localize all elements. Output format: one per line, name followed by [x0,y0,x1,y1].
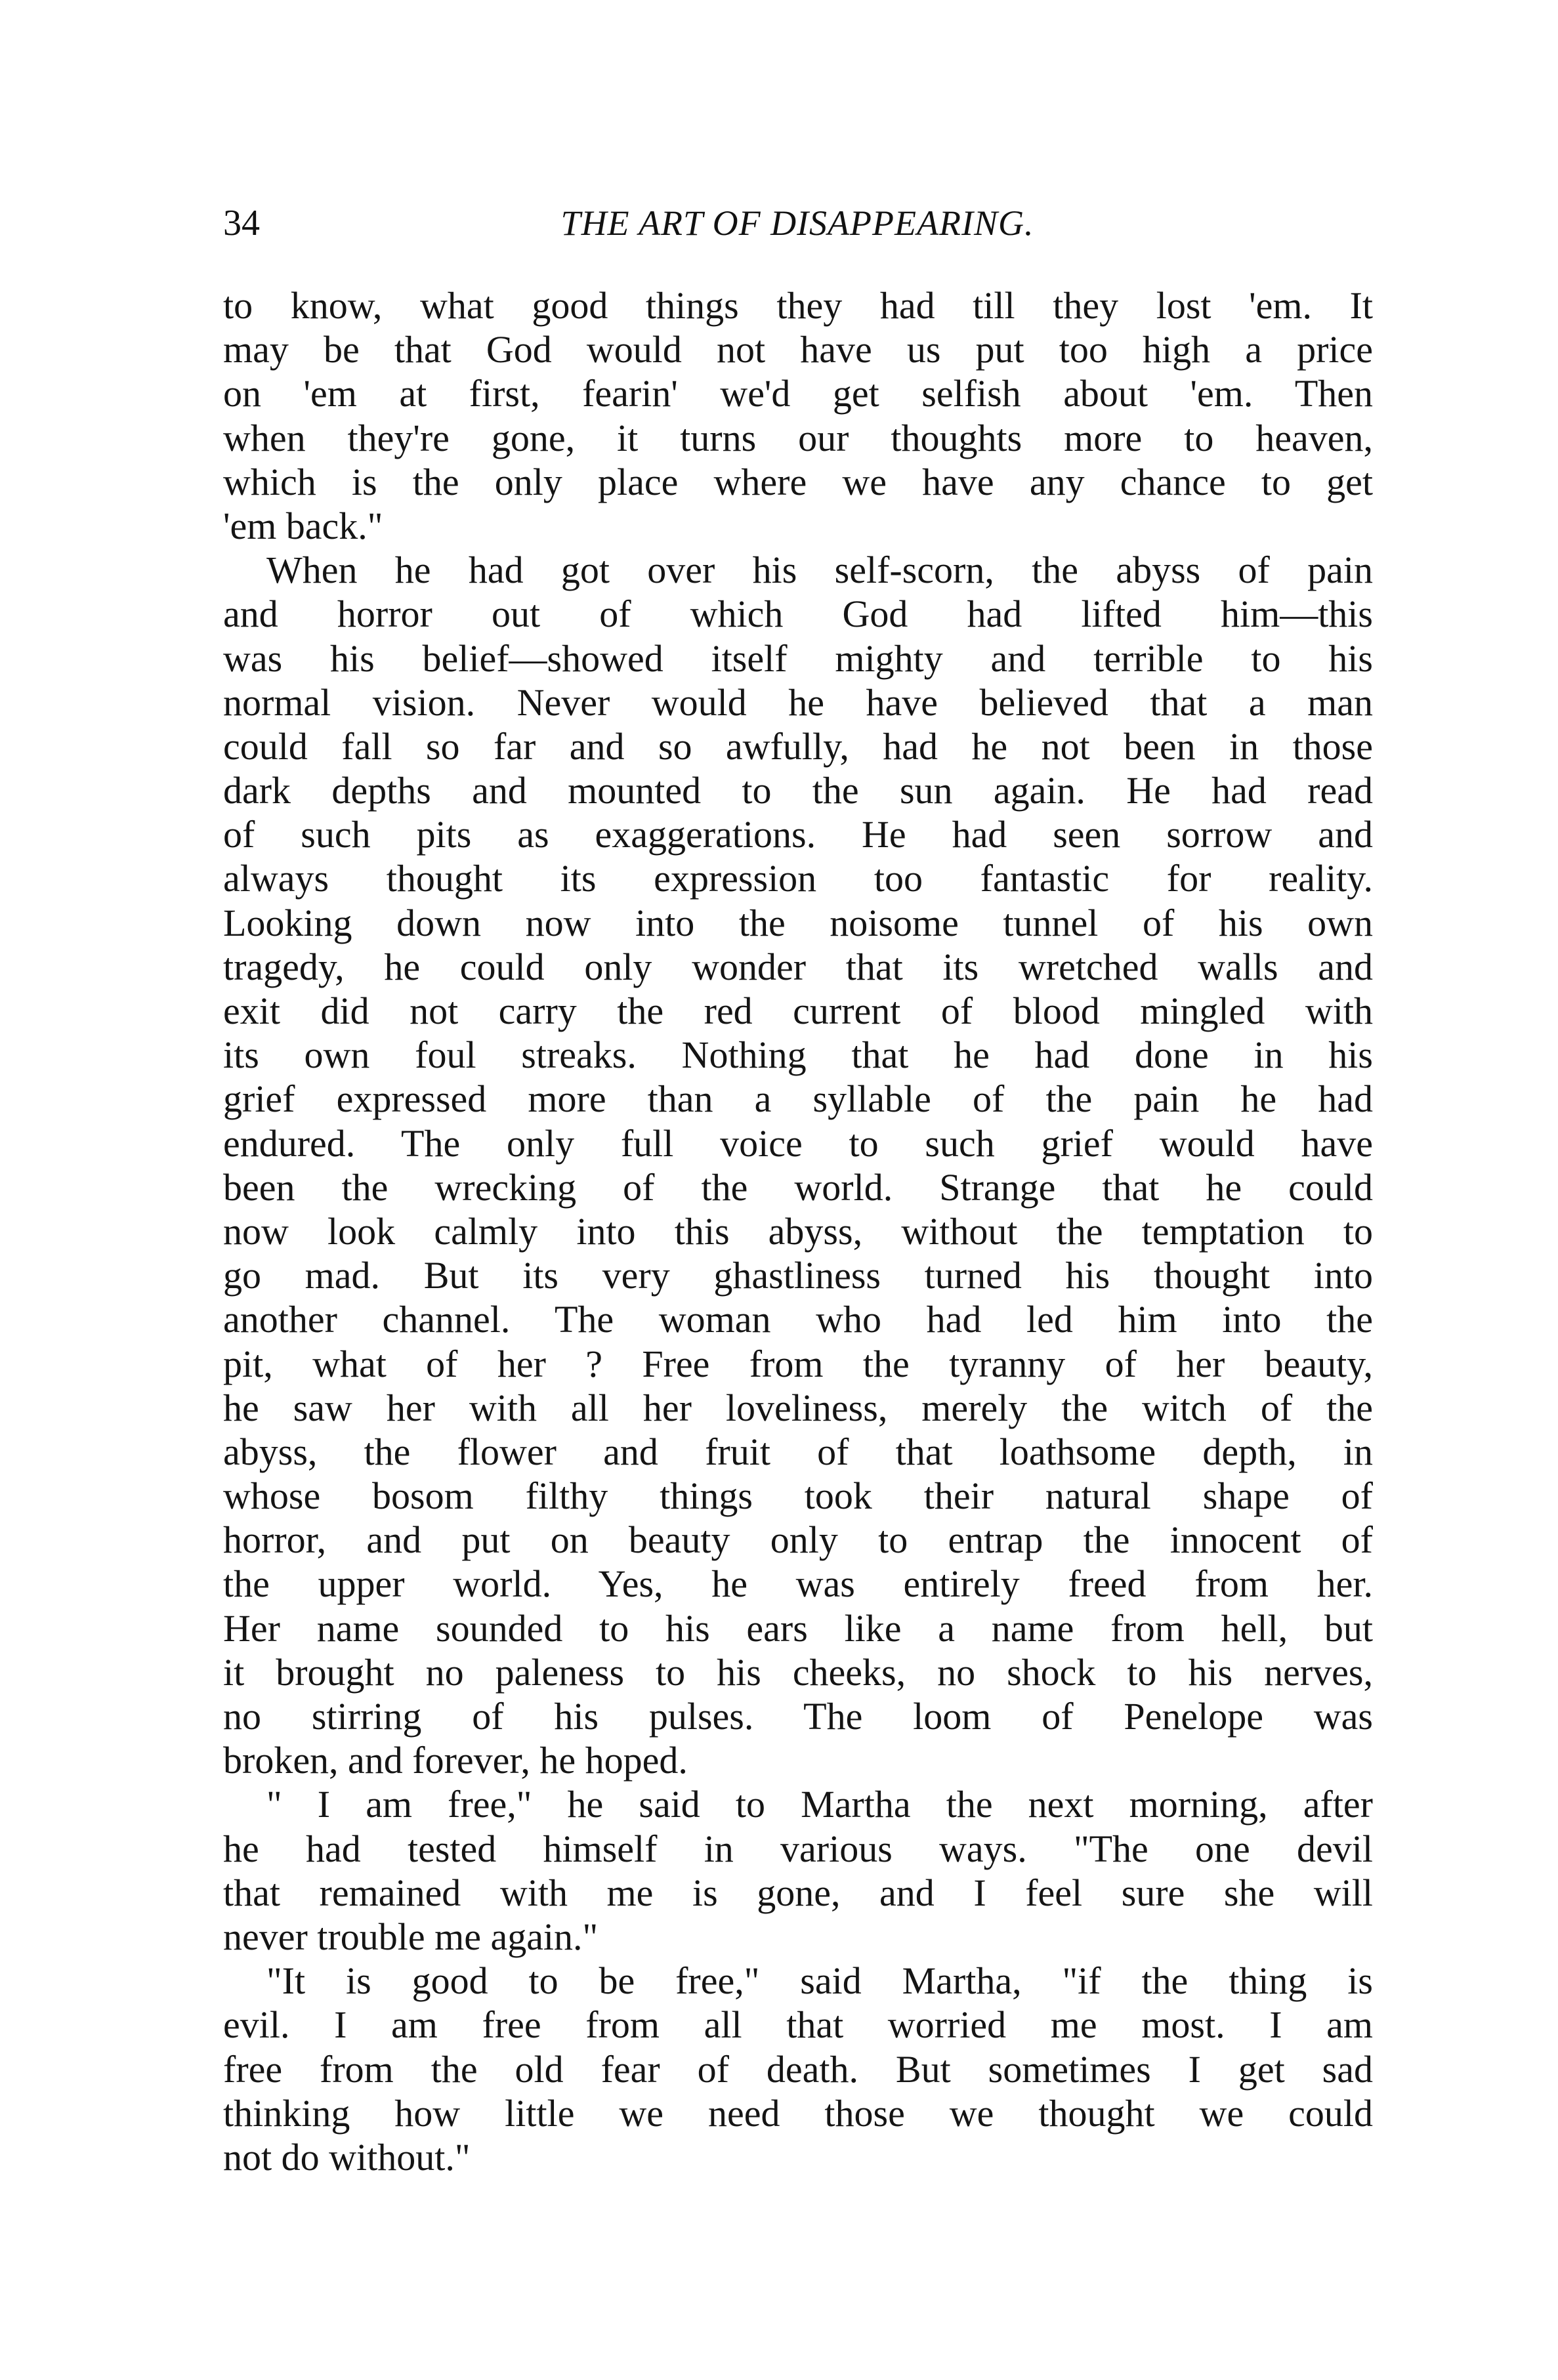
text-line: he saw her with all her loveliness, merely the witch of the [223,1386,1373,1429]
text-line: of such pits as exaggerations. He had seen sorrow and [223,813,1373,856]
text-line: endured. The only full voice to such grief would have [223,1121,1373,1165]
text-line: another channel. The woman who had led him into the [223,1298,1373,1341]
text-line: abyss, the flower and fruit of that loathsome depth, in [223,1430,1373,1473]
text-line: " I am free," he said to Martha the next morning, after [266,1783,1373,1826]
text-line: tragedy, he could only wonder that its wretched walls and [223,945,1373,988]
text-line: that remained with me is gone, and I feel sure she will [223,1871,1373,1914]
body-text [223,283,1373,2179]
text-line: may be that God would not have us put too high a price [223,328,1373,371]
text-line: normal vision. Never would he have believed that a man [223,680,1373,724]
text-line: now look calmly into this abyss, without the temptation to [223,1209,1373,1253]
text-line: whose bosom filthy things took their natural shape of [223,1474,1373,1518]
text-line: not do without." [223,2135,471,2179]
page-number: 34 [223,203,260,243]
text-line: 'em back." [223,504,383,547]
text-line: to know, what good things they had till they lost 'em. It [223,284,1373,327]
text-line: on 'em at first, fearin' we'd get selfish about 'em. Then [223,372,1373,415]
running-title: THE ART OF DISAPPEARING. [560,203,1034,243]
text-line: Her name sounded to his ears like a name from hell, but [223,1606,1373,1650]
text-line: grief expressed more than a syllable of the pain he had [223,1077,1373,1121]
text-line: free from the old fear of death. But sometimes I get sad [223,2047,1373,2091]
text-line: when they're gone, it turns our thoughts more to heaven, [223,416,1373,459]
text-line: evil. I am free from all that worried me most. I am [223,2003,1373,2047]
text-line: no stirring of his pulses. The loom of Penelope was [223,1695,1373,1738]
text-line: Looking down now into the noisome tunnel of his own [223,901,1373,944]
text-line: "It is good to be free," said Martha, "if the thing is [266,1959,1373,2003]
page-header [223,197,1372,249]
text-line: When he had got over his self-scorn, the abyss of pain [266,549,1373,592]
text-line: exit did not carry the red current of blood mingled with [223,990,1373,1032]
text-line: its own foul streaks. Nothing that he had done in his [223,1033,1373,1077]
text-line: the upper world. Yes, he was entirely freed from her. [223,1562,1373,1606]
text-line: which is the only place where we have any chance to get [223,460,1373,503]
text-line: broken, and forever, he hoped. [223,1739,688,1782]
text-line: thinking how little we need those we thought we could [223,2091,1373,2135]
text-line: he had tested himself in various ways. "The one devil [223,1827,1373,1870]
text-line: pit, what of her ? Free from the tyranny of her beauty, [223,1342,1373,1385]
text-line: always thought its expression too fantastic for reality. [223,857,1373,900]
text-line: been the wrecking of the world. Strange that he could [223,1165,1373,1209]
text-line: horror, and put on beauty only to entrap the innocent of [223,1518,1373,1562]
text-line: it brought no paleness to his cheeks, no shock to his nerves, [223,1650,1373,1694]
text-line: and horror out of which God had lifted him—this [223,593,1373,636]
text-line: go mad. But its very ghastliness turned his thought into [223,1254,1373,1297]
text-line: could fall so far and so awfully, had he not been in those [223,724,1373,768]
text-line: dark depths and mounted to the sun again. He had read [223,769,1373,812]
text-line: was his belief—showed itself mighty and terrible to his [223,637,1373,680]
text-line: never trouble me again." [223,1915,599,1958]
